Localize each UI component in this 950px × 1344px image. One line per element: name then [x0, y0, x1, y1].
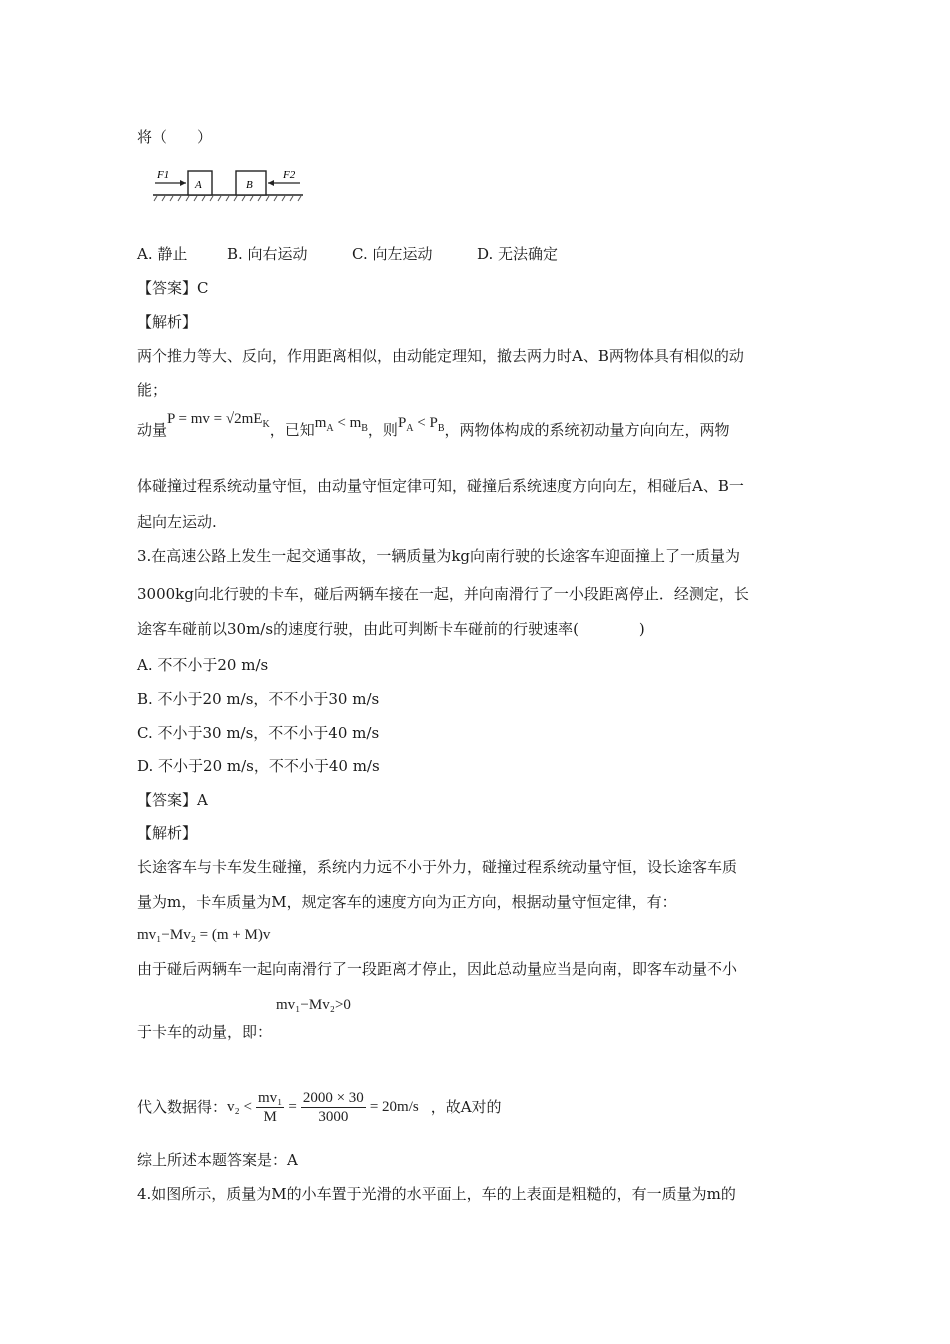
momentum-formula: P = mv = $√2mE_K$	[167, 411, 270, 430]
q2-option-b[interactable]: B. 向右运动	[227, 245, 308, 263]
momentum-comparison: $P_A < P_B$	[397, 415, 445, 434]
q2-analysis-line3: 动量P = mv = $√2mE_K$，已知$m_A < m_B$，则$P_A < P_B$，两物体构成的系统初动量方向向左，两物	[137, 411, 730, 439]
q3-stem-line2: 3000kg向北行驶的卡车，碰后两辆车接在一起，并向南滑行了一小段距离停止．经测定，长	[137, 585, 749, 603]
q3-analysis-line3: 由于碰后两辆车一起向南滑行了一段距离才停止，因此总动量应当是向南，即客车动量不小	[137, 960, 738, 978]
q3-conclusion: 综上所述本题答案是：A	[137, 1151, 298, 1169]
q3-stem-line1: 3.在高速公路上发生一起交通事故，一辆质量为kg向南行驶的长途客车迎面撞上了一质量为	[137, 547, 741, 565]
block-diagram	[153, 163, 303, 203]
q2-stem-tail: 将（ ）	[137, 128, 213, 146]
q3-option-c[interactable]: C. 不小于30 m/s，不不小于40 m/s	[137, 724, 380, 742]
q4-stem-line1: 4.如图所示，质量为M的小车置于光滑的水平面上，车的上表面是粗糙的，有一质量为m的	[137, 1185, 736, 1203]
q3-analysis-line1: 长途客车与卡车发生碰撞，系统内力远不小于外力，碰撞过程系统动量守恒，设长途客车质	[137, 858, 738, 876]
q2-option-c[interactable]: C. 向左运动	[352, 245, 433, 263]
q2-analysis-line2: 能；	[137, 381, 168, 399]
label-f2: F2	[283, 169, 296, 181]
label-b: B	[246, 179, 253, 191]
q2-analysis-line5: 起向左运动.	[137, 513, 217, 531]
label-a: A	[195, 179, 202, 191]
q3-stem-line3: 途客车碰前以30m/s的速度行驶，由此可判断卡车碰前的行驶速率( )	[137, 620, 645, 638]
q3-option-a[interactable]: A. 不不小于20 m/s	[137, 656, 269, 674]
q2-analysis-title: 【解析】	[137, 313, 198, 331]
q3-analysis-line5: 代入数据得：v₂ < $\frac{\text{mv₁}}{M}$ = $\frac{2000 \times 30}{3000}$ = 20m/s ，故A对的	[137, 1089, 502, 1125]
q2-answer: 【答案】C	[137, 279, 209, 297]
fraction-numeric: $\frac{2000 \times 30}{3000}$	[302, 1089, 364, 1125]
q3-analysis-title: 【解析】	[137, 824, 198, 842]
q2-option-a[interactable]: A. 静止	[137, 245, 188, 263]
q3-option-d[interactable]: D. 不小于20 m/s，不不小于40 m/s	[137, 757, 380, 775]
q3-option-b[interactable]: B. 不小于20 m/s，不不小于30 m/s	[137, 690, 380, 708]
q2-options	[137, 244, 558, 264]
q2-option-d[interactable]: D. 无法确定	[477, 245, 559, 263]
q2-analysis-line4: 体碰撞过程系统动量守恒，由动量守恒定律可知，碰撞后系统速度方向向左，相碰后A、B一	[137, 477, 744, 495]
q2-figure	[153, 163, 303, 203]
q2-analysis-line1: 两个推力等大、反向，作用距离相似，由动能定理知，撤去两力时A、B两物体具有相似的动	[137, 347, 744, 365]
q3-inequality: mv₁−Mv₂>0	[276, 997, 351, 1013]
q3-analysis-line2: 量为m，卡车质量为M，规定客车的速度方向为正方向，根据动量守恒定律，有：	[137, 893, 677, 911]
fraction-mv1-over-m: $\frac{\text{mv₁}}{M}$	[257, 1089, 283, 1125]
q3-equation-conservation: mv₁−Mv₂ = (m + M)v	[137, 927, 271, 943]
label-f1: F1	[157, 169, 170, 181]
mass-comparison: $m_A < m_B$	[314, 415, 368, 434]
q3-analysis-line4: 于卡车的动量，即：mv₁−Mv₂>0	[137, 997, 351, 1041]
q3-answer: 【答案】A	[137, 791, 208, 809]
